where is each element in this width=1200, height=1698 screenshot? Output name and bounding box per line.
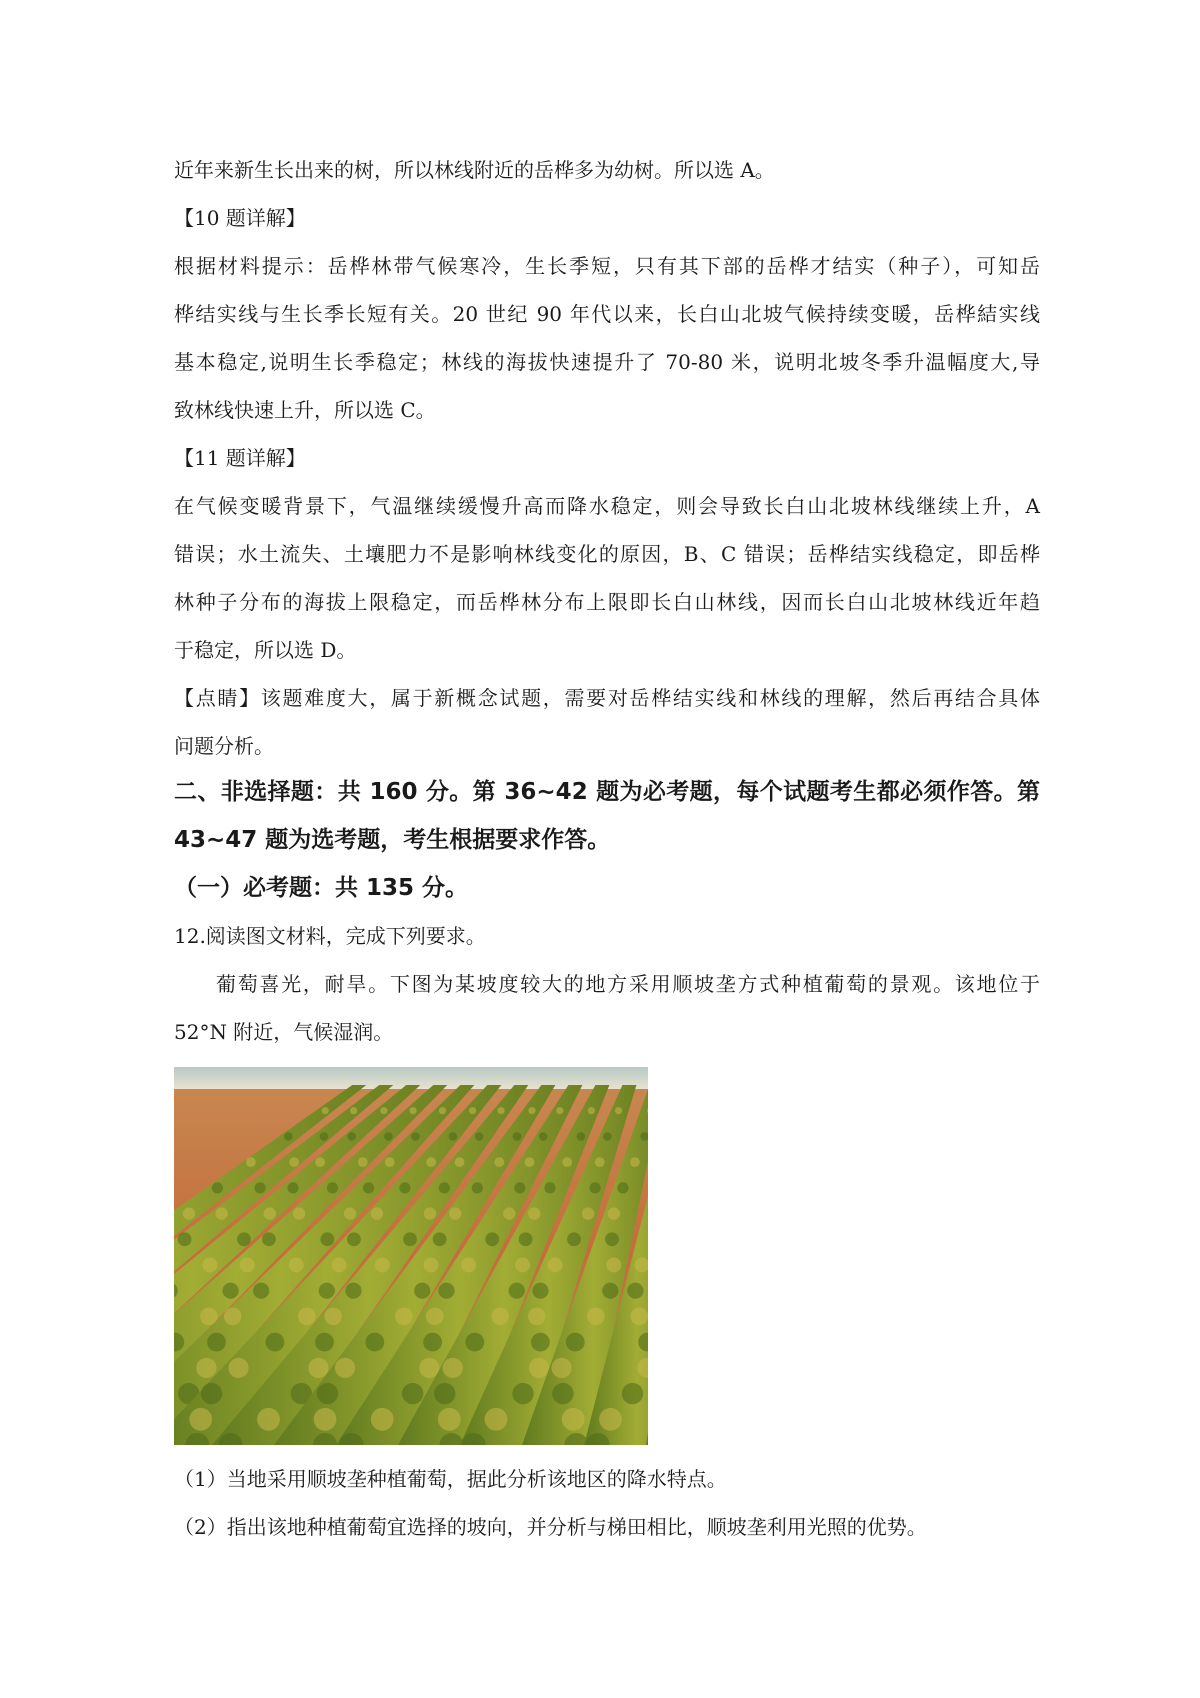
- foliage-cluster: [365, 1333, 384, 1352]
- text-line: 桦结实线与生长季长短有关。20 世纪 90 年代以来，长白山北坡气候持续变暖，岳桦結实线: [174, 302, 1040, 326]
- foliage-cluster: [631, 1308, 649, 1326]
- text-line: 葡萄喜光，耐旱。下图为某坡度较大的地方采用顺坡垄方式种植葡萄的景观。该地位于: [216, 972, 1040, 996]
- intro-line: [174, 146, 1040, 194]
- foliage-cluster: [539, 1132, 548, 1141]
- foliage-cluster: [348, 1132, 357, 1141]
- foliage-cluster: [515, 1258, 530, 1273]
- foliage-cluster: [371, 1207, 383, 1219]
- foliage-cluster: [439, 1107, 446, 1114]
- foliage-cluster: [491, 1308, 509, 1326]
- foliage-cluster: [455, 1157, 465, 1167]
- foliage-cluster: [548, 1258, 563, 1273]
- foliage-cluster: [449, 1132, 458, 1141]
- q11-explanation: [174, 482, 1040, 674]
- foliage-cluster: [419, 1358, 439, 1378]
- text-line: 错误；水土流失、土壤肥力不是影响林线变化的原因，B、C 错误；岳桦结实线稳定，即岳桦: [174, 542, 1040, 566]
- foliage-cluster: [606, 1258, 621, 1273]
- foliage-cluster: [567, 1232, 581, 1246]
- q10-heading: 【10 题详解】: [174, 206, 306, 230]
- foliage-cluster: [582, 1207, 594, 1219]
- foliage-cluster: [439, 1182, 450, 1193]
- text-line: 近年来新生长出来的树，所以林线附近的岳桦多为幼树。所以选 A。: [174, 158, 775, 182]
- foliage-cluster: [223, 1283, 239, 1299]
- foliage-cluster: [403, 1232, 417, 1246]
- section-two-heading: [174, 768, 1040, 864]
- foliage-cluster: [289, 1157, 299, 1167]
- foliage-cluster: [189, 1408, 212, 1431]
- foliage-cluster: [246, 1157, 256, 1167]
- q12-stem: 12.阅读图文材料，完成下列要求。: [174, 924, 486, 948]
- foliage-cluster: [264, 1207, 276, 1219]
- text-line: 在气候变暖背景下，气温继续缓慢升高而降水稳定，则会导致长白山北坡林线继续上升，A: [174, 494, 1040, 518]
- foliage-cluster: [532, 1283, 548, 1299]
- text-line: 根据材料提示：岳桦林带气候寒冷，生长季短，只有其下部的岳桦才结实（种子），可知岳: [174, 254, 1040, 278]
- foliage-cluster: [327, 1182, 338, 1193]
- foliage-cluster: [320, 1232, 334, 1246]
- foliage-cluster: [308, 1358, 328, 1378]
- foliage-cluster: [552, 1358, 572, 1378]
- text-line: 林种子分布的海拔上限稳定，而岳桦林分布上限即长白山林线，因而长白山北坡林线近年趋: [174, 590, 1040, 614]
- foliage-cluster: [315, 1333, 334, 1352]
- foliage-cluster: [371, 1408, 394, 1431]
- foliage-cluster: [472, 1182, 483, 1193]
- foliage-cluster: [358, 1157, 368, 1167]
- foliage-cluster: [514, 1182, 525, 1193]
- foliage-cluster: [423, 1333, 442, 1352]
- foliage-cluster: [622, 1383, 643, 1404]
- foliage-cluster: [402, 1383, 423, 1404]
- foliage-cluster: [287, 1182, 298, 1193]
- foliage-cluster: [324, 1308, 342, 1326]
- foliage-cluster: [615, 1107, 622, 1114]
- foliage-cluster: [411, 1132, 420, 1141]
- foliage-cluster: [202, 1258, 217, 1273]
- foliage-cluster: [566, 1333, 585, 1352]
- foliage-cluster: [426, 1308, 444, 1326]
- foliage-cluster: [215, 1207, 227, 1219]
- foliage-cluster: [426, 1157, 436, 1167]
- foliage-cluster: [380, 1107, 387, 1114]
- foliage-cluster: [212, 1182, 223, 1193]
- foliage-cluster: [449, 1207, 461, 1219]
- foliage-cluster: [319, 1283, 335, 1299]
- foliage-cluster: [588, 1107, 595, 1114]
- foliage-cluster: [344, 1207, 356, 1219]
- foliage-cluster: [384, 1132, 393, 1141]
- foliage-cluster: [438, 1408, 461, 1431]
- foliage-cluster: [207, 1333, 226, 1352]
- foliage-cluster: [266, 1333, 285, 1352]
- q12-material: [174, 960, 1040, 1056]
- q12-question-2: （2）指出该地种植葡萄宜选择的坡向，并分析与梯田相比，顺坡垄利用光照的优势。: [174, 1515, 927, 1539]
- foliage-cluster: [602, 1283, 618, 1299]
- foliage-cluster: [513, 1132, 522, 1141]
- text-line: 基本稳定,说明生长季稳定；林线的海拔快速提升了 70-80 米，说明北坡冬季升温幅度大,导: [174, 350, 1040, 374]
- foliage-cluster: [577, 1132, 586, 1141]
- foliage-cluster: [293, 1207, 305, 1219]
- foliage-cluster: [399, 1182, 410, 1193]
- foliage-cluster: [485, 1408, 508, 1431]
- foliage-cluster: [414, 1283, 430, 1299]
- foliage-cluster: [590, 1182, 601, 1193]
- foliage-cluster: [350, 1107, 357, 1114]
- vineyard-photo: [174, 1067, 648, 1445]
- foliage-cluster: [196, 1358, 216, 1378]
- foliage-cluster: [556, 1107, 563, 1114]
- text-line: 致林线快速上升，所以选 C。: [174, 398, 436, 422]
- dianjing-note: [174, 674, 1040, 770]
- foliage-cluster: [531, 1333, 550, 1352]
- foliage-cluster: [529, 1358, 549, 1378]
- foliage-cluster: [562, 1408, 585, 1431]
- foliage-cluster: [608, 1207, 620, 1219]
- foliage-cluster: [178, 1232, 192, 1246]
- foliage-cluster: [603, 1132, 612, 1141]
- required-questions-heading: （一）必考题：共 135 分。: [174, 875, 469, 901]
- foliage-cluster: [627, 1283, 643, 1299]
- q12-question-1: （1）当地采用顺坡垄种植葡萄，据此分析该地区的降水特点。: [174, 1467, 727, 1491]
- foliage-cluster: [509, 1283, 525, 1299]
- foliage-cluster: [438, 1283, 454, 1299]
- foliage-cluster: [519, 1232, 533, 1246]
- text-line: 【点睛】该题难度大，属于新概念试题，需要对岳桦结实线和林线的理解，然后再结合具体: [174, 686, 1040, 710]
- foliage-cluster: [544, 1182, 555, 1193]
- foliage-cluster: [237, 1232, 251, 1246]
- foliage-cluster: [485, 1232, 499, 1246]
- foliage-cluster: [317, 1383, 338, 1404]
- foliage-cluster: [599, 1408, 622, 1431]
- foliage-cluster: [253, 1283, 269, 1299]
- text-line: 问题分析。: [174, 734, 274, 758]
- foliage-cluster: [630, 1157, 640, 1167]
- foliage-cluster: [315, 1157, 325, 1167]
- foliage-cluster: [255, 1182, 266, 1193]
- foliage-cluster: [183, 1207, 195, 1219]
- foliage-cluster: [512, 1383, 533, 1404]
- foliage-cluster: [552, 1383, 573, 1404]
- foliage-cluster: [498, 1107, 505, 1114]
- foliage-cluster: [224, 1308, 242, 1326]
- text-line: 二、非选择题：共 160 分。第 36~42 题为必考题，每个试题考生都必须作答。第: [174, 779, 1040, 805]
- foliage-cluster: [395, 1308, 413, 1326]
- foliage-cluster: [617, 1182, 628, 1193]
- foliage-cluster: [562, 1157, 572, 1167]
- foliage-cluster: [433, 1232, 447, 1246]
- foliage-cluster: [434, 1383, 455, 1404]
- foliage-cluster: [257, 1408, 280, 1431]
- foliage-cluster: [284, 1132, 293, 1141]
- foliage-cluster: [410, 1107, 417, 1114]
- foliage-cluster: [469, 1107, 476, 1114]
- foliage-cluster: [494, 1157, 504, 1167]
- foliage-cluster: [424, 1207, 436, 1219]
- q11-heading: 【11 题详解】: [174, 446, 306, 470]
- foliage-cluster: [605, 1232, 619, 1246]
- foliage-cluster: [345, 1283, 361, 1299]
- foliage-cluster: [322, 1107, 329, 1114]
- q10-explanation: [174, 242, 1040, 434]
- foliage-cluster: [528, 1308, 546, 1326]
- foliage-cluster: [335, 1358, 355, 1378]
- foliage-cluster: [240, 1258, 255, 1273]
- foliage-cluster: [289, 1258, 304, 1273]
- text-line: 52°N 附近，气候湿润。: [174, 1020, 394, 1044]
- foliage-cluster: [528, 1207, 540, 1219]
- foliage-cluster: [314, 1408, 337, 1431]
- foliage-cluster: [595, 1157, 605, 1167]
- foliage-cluster: [443, 1358, 463, 1378]
- foliage-cluster: [363, 1182, 374, 1193]
- foliage-cluster: [201, 1383, 222, 1404]
- foliage-cluster: [528, 1107, 535, 1114]
- foliage-cluster: [475, 1132, 484, 1141]
- foliage-cluster: [503, 1207, 515, 1219]
- foliage-cluster: [262, 1232, 276, 1246]
- foliage-cluster: [347, 1232, 361, 1246]
- foliage-cluster: [525, 1157, 535, 1167]
- foliage-cluster: [587, 1308, 605, 1326]
- foliage-cluster: [385, 1157, 395, 1167]
- text-line: 于稳定，所以选 D。: [174, 638, 357, 662]
- foliage-cluster: [465, 1333, 484, 1352]
- foliage-cluster: [320, 1132, 329, 1141]
- foliage-cluster: [332, 1258, 347, 1273]
- foliage-cluster: [424, 1258, 439, 1273]
- vineyard-rows-image: [174, 1067, 648, 1445]
- foliage-cluster: [228, 1358, 248, 1378]
- text-line: 43~47 题为选考题，考生根据要求作答。: [174, 827, 611, 853]
- foliage-cluster: [461, 1258, 476, 1273]
- foliage-cluster: [375, 1258, 390, 1273]
- foliage-cluster: [298, 1308, 316, 1326]
